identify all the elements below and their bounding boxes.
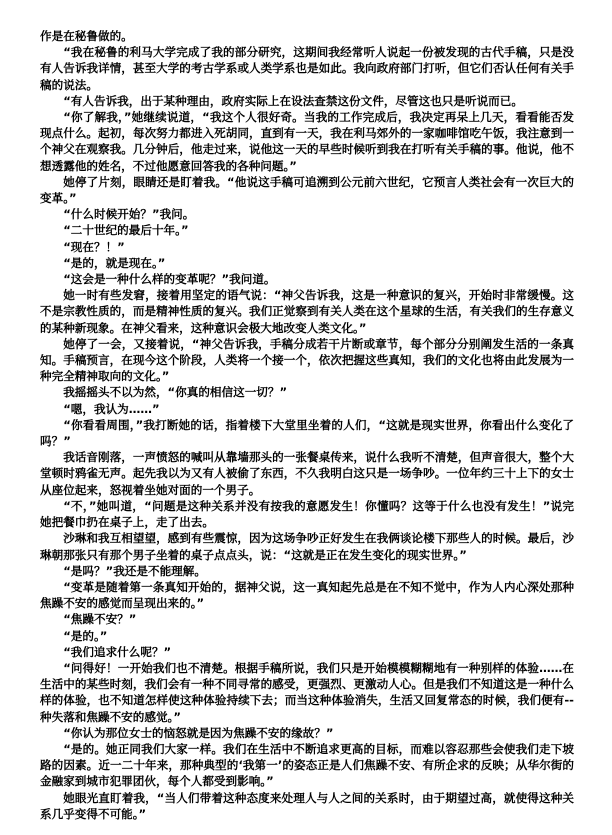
paragraph: 作是在秘鲁做的。 xyxy=(40,29,133,43)
paragraph: “现在？！” xyxy=(63,239,125,254)
paragraph: “这会是一种什么样的变革呢？”我问道。 xyxy=(63,272,276,287)
paragraph: “是吗？”我还是不能理解。 xyxy=(63,563,206,578)
paragraph: “焦躁不安？” xyxy=(63,612,137,627)
paragraph: “我们追求什么呢？” xyxy=(63,644,172,659)
paragraph: “二十世纪的最后十年。” xyxy=(63,223,189,238)
paragraph: “有人告诉我，出于某种理由，政府实际上在设法查禁这份文件，尽管这也只是听说而已。 xyxy=(63,93,523,108)
paragraph: “问得好！一开始我们也不清楚。根据手稿所说，我们只是开始模模糊糊地有一种别样的体验……在生活中的某些时刻，我们会有一种不同寻常的感受，更强烈、更激动人心。但是我们不知道这是一种什么样的体验，也不知道怎样使这种体验持续下去；而当这种体验消失，生活又回复常态的时候，我们便有--种失落和焦躁不安的感觉。” xyxy=(40,660,574,724)
paragraph: “嗯，我认为……” xyxy=(63,401,160,416)
paragraph: “你看看周围，”我打断她的话，指着楼下大堂里坐着的人们，“这就是现实世界，你看出什么变化了吗？” xyxy=(40,417,574,449)
paragraph: 她停了一会，又接着说，“神父告诉我，手稿分成若干片断或章节，每个部分分别阐发生活的一条真知。手稿预言，在现今这个阶段，人类将一个接一个，依次把握这些真知，我们的文化也将由此发展为一种完全精神取向的文化。” xyxy=(40,336,574,384)
paragraph: 她一时有些发窘，接着用坚定的语气说：“神父告诉我，这是一种意识的复兴，开始时非常缓慢。这不是宗教性质的，而是精神性质的复兴。我们正觉察到有关人类在这个星球的生活，有关我们的生存意义的某种新现象。在神父看来，这种意识会极大地改变人类文化。” xyxy=(40,288,574,335)
paragraph: 沙琳和我互相望望，感到有些震惊，因为这场争吵正好发生在我俩谈论楼下那些人的时候。最后，沙琳朝那张只有那个男子坐着的桌子点点头，说：“这就是正在发生变化的现实世界。” xyxy=(40,531,574,562)
paragraph: “你认为那位女士的恼怒就是因为焦躁不安的缘故？” xyxy=(63,725,334,740)
paragraph: “是的，就是现在。” xyxy=(63,255,166,270)
paragraph: “我在秘鲁的利马大学完成了我的部分研究，这期间我经常听人说起一份被发现的古代手稿，只是没有人告诉我详情，甚至大学的考古学系或人类学系也是如此。我向政府部门打听，但它们否认任何有关手稿的说法。 xyxy=(40,45,574,92)
body-text xyxy=(40,28,574,822)
paragraph: “是的。她正同我们大家一样。我们在生活中不断追求更高的目标，而难以容忍那些会使我们走下坡路的因素。近一二十年来，那种典型的‘我第一’的姿态正是人们焦躁不安、有所企求的反映；从华尔街的金融家到城市犯罪团伙，每个人都受到影响。” xyxy=(40,741,574,789)
paragraph: “变革是随着第一条真知开始的，据神父说，这一真知起先总是在不知不觉中，作为人内心深处那种焦躁不安的感觉而呈现出来的。” xyxy=(40,579,574,611)
paragraph: “不，”她叫道，“问题是这种关系并没有按我的意愿发生！你懂吗？这等于什么也没有发生！”说完她把餐巾扔在桌子上，走了出去。 xyxy=(40,498,574,530)
paragraph: “是的。” xyxy=(63,628,108,643)
paragraph: 她停了片刻，眼睛还是盯着我。“他说这手稿可追溯到公元前六世纪，它预言人类社会有一次巨大的变革。” xyxy=(40,174,574,206)
paragraph: 我话音刚落，一声愤怒的喊叫从靠墙那头的一张餐桌传来，说什么我听不清楚，但声音很大，整个大堂顿时鸦雀无声。起先我以为又有人被偷了东西，不久我明白这只是一场争吵。一位年约三十上下的女士从座位起来，怒视着坐她对面的一个男子。 xyxy=(40,450,574,497)
paragraph: 我摇摇头不以为然，“你真的相信这一切？” xyxy=(63,385,288,400)
paragraph: “什么时候开始？”我问。 xyxy=(63,207,195,222)
paragraph: 她眼光直盯着我，“当人们带着这种态度来处理人与人之间的关系时，由于期望过高，就使得这种关系几乎变得不可能。” xyxy=(40,790,574,821)
paragraph: “你了解我，”她继续说道，“我这个人很好奇。当我的工作完成后，我决定再呆上几天，看看能否发现点什么。起初，每次努力都进入死胡同，直到有一天，我在利马郊外的一家咖啡馆吃午饭，我注意到一个神父在观察我。几分钟后，他走过来，说他这一天的早些时候听到我在打听有关手稿的事。他说，他不想透露他的姓名，不过他愿意回答我的各种问题。” xyxy=(40,110,574,173)
